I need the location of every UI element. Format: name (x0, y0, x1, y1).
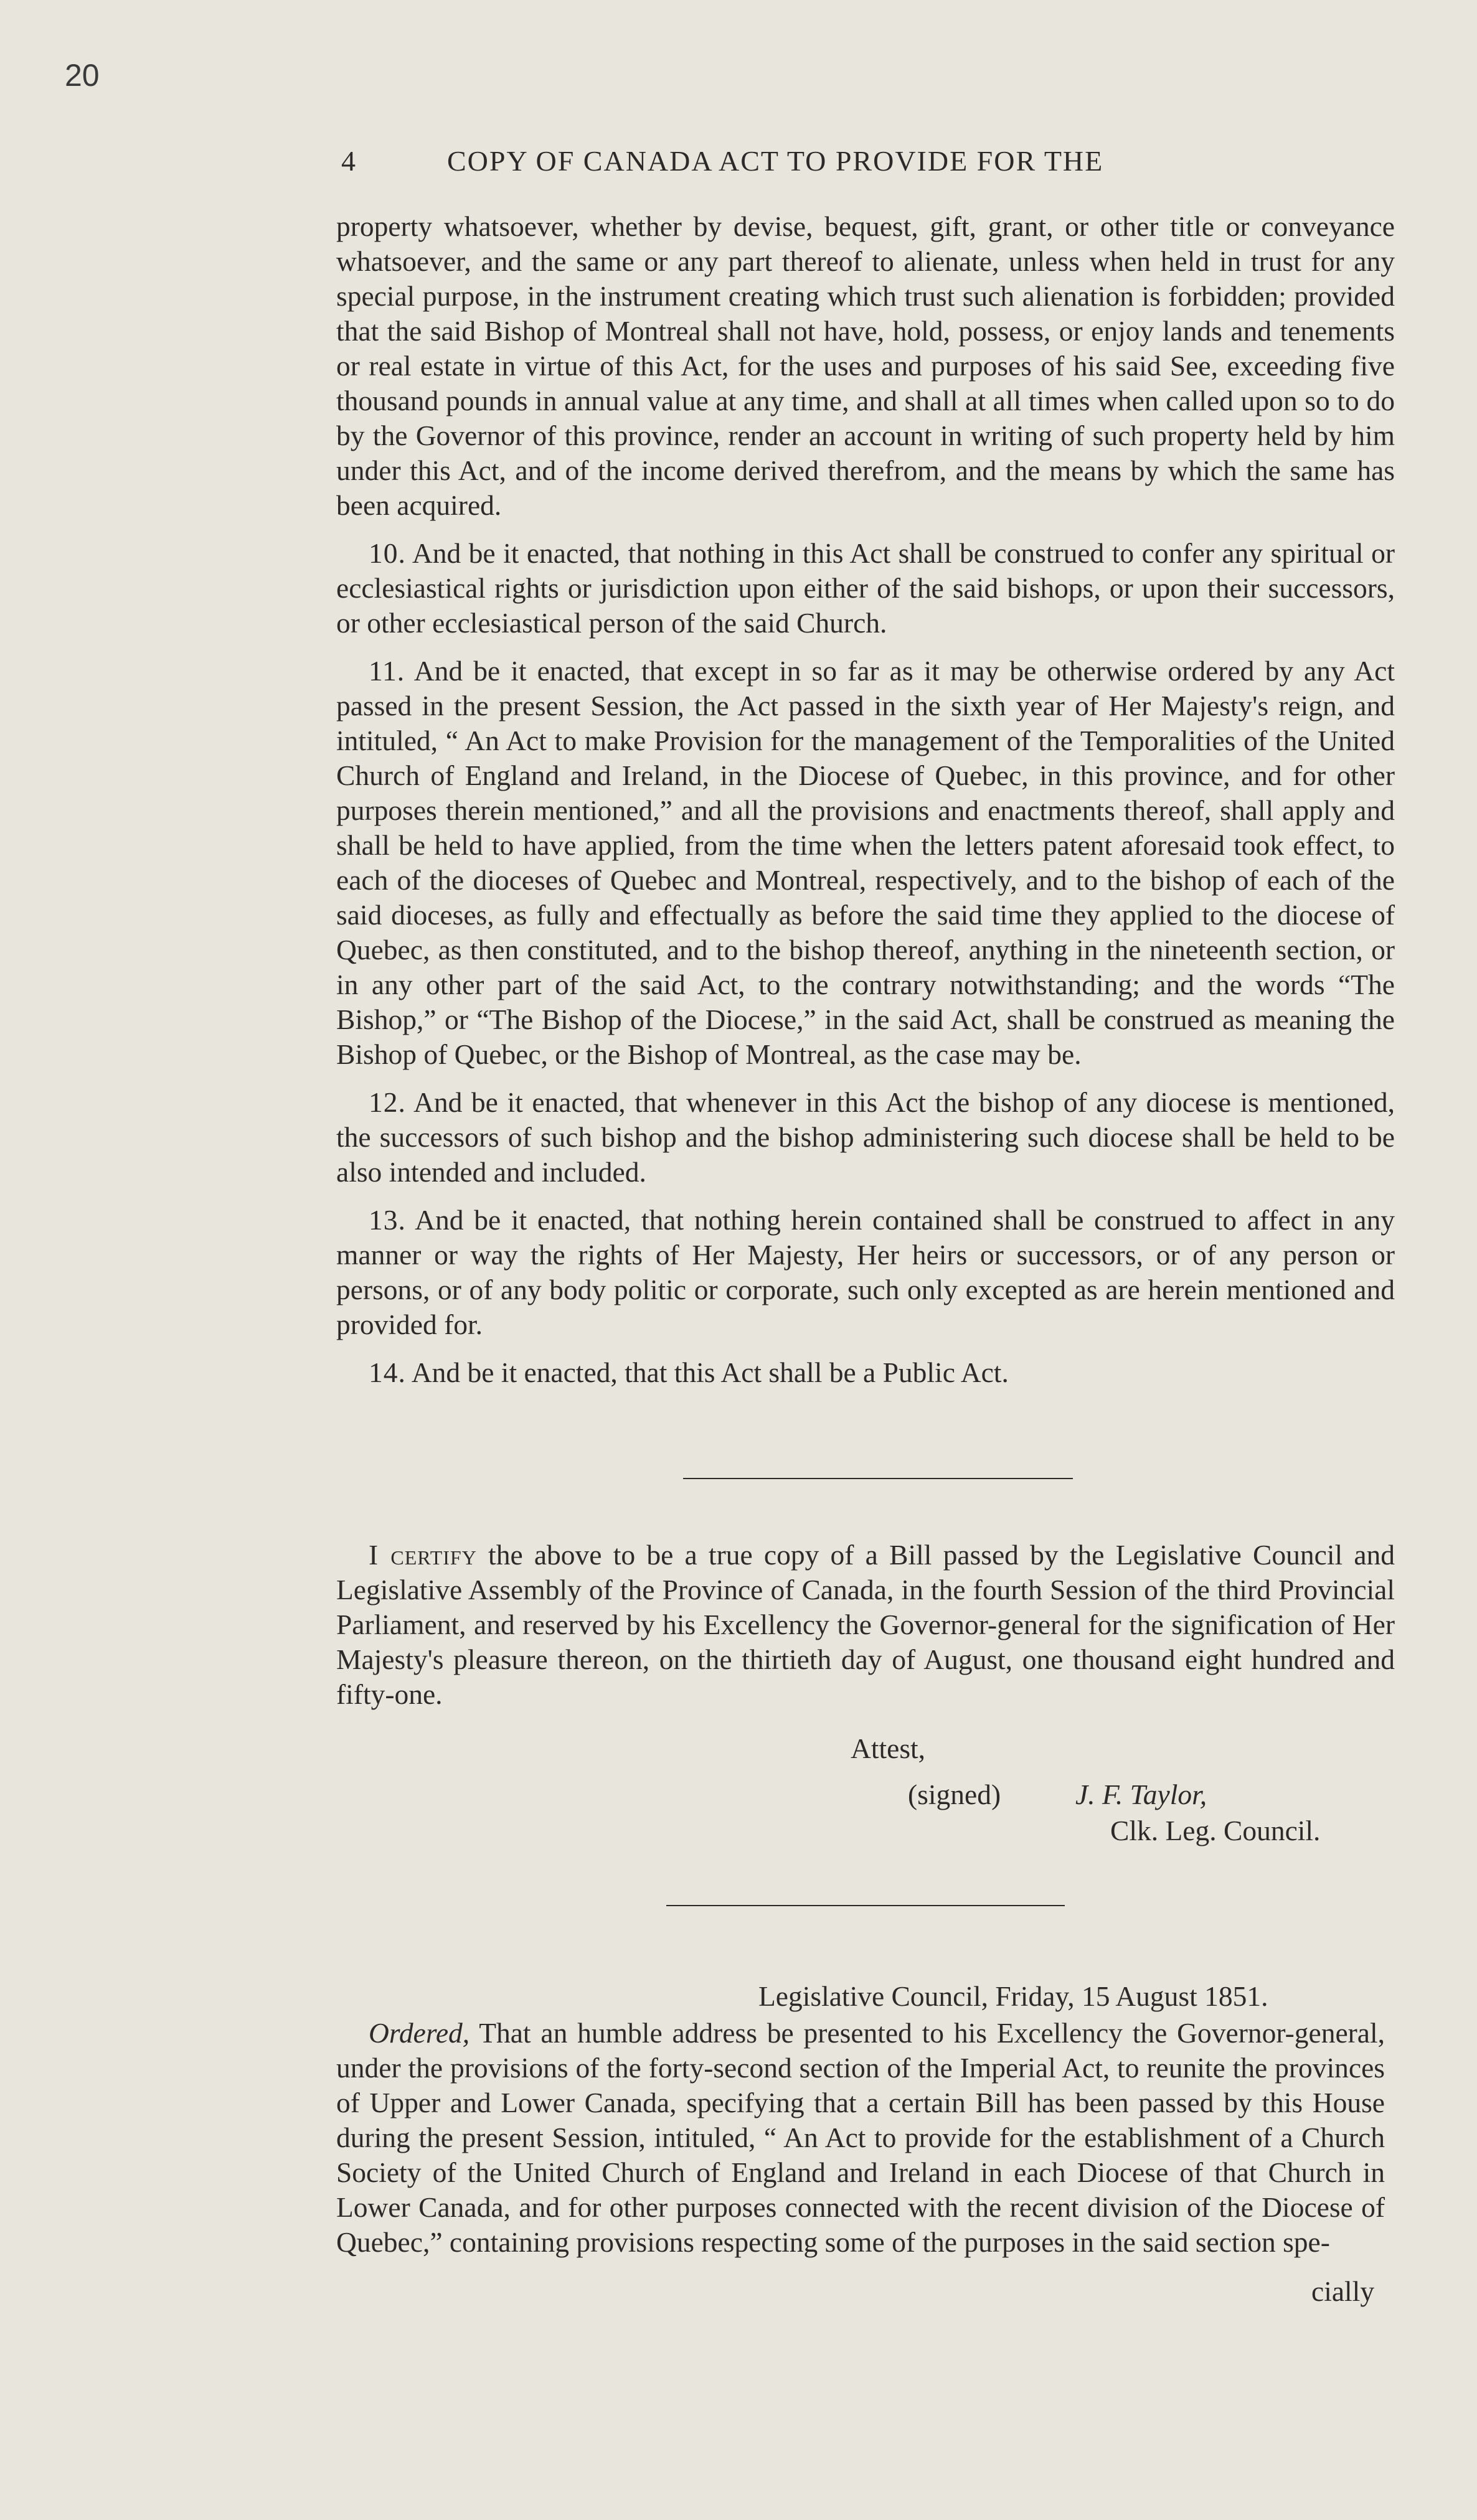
section-13 (336, 1203, 1395, 1342)
section-14 (336, 1355, 1395, 1390)
section-text: And be it enacted, that except in so far as it may be otherwise ordered by any Act passed in the present Session, the Act passed in the sixth year of Her Majesty's reign, and intituled, “ An Act to make Provision for the management of the Temporalities of the United Church of England and Ireland, in the Diocese of Quebec, in this province, and for other purposes therein mentioned,” and all the provisions and enactments thereof, shall apply and shall be held to have applied, from the time when the letters patent aforesaid took effect, to each of the dioceses of Quebec and Montreal, respectively, and to the bishop of each of the said dioceses, as fully and effectually as before the said time they applied to the diocese of Quebec, as then constituted, and to the bishop thereof, anything in the nineteenth section, or in any other part of the said Act, to the contrary notwithstanding; and the words “The Bishop,” or “The Bishop of the Diocese,” in the said Act, shall be construed as meaning the Bishop of Quebec, or the Bishop of Montreal, as the case may be. (336, 655, 1395, 1070)
paragraph-continuation (336, 209, 1395, 523)
attest-label: Attest, (851, 1732, 926, 1764)
section-12 (336, 1085, 1395, 1190)
section-number: 11. (369, 655, 405, 687)
section-text: And be it enacted, that nothing in this Act shall be construed to confer any spiritual or ecclesiastical rights or jurisdiction upon either of the said bishops, or upon their successors, or other ecclesiastical person of the said Church. (336, 537, 1395, 639)
certificate-paragraph (336, 1538, 1395, 1712)
divider-rule (683, 1478, 1073, 1479)
section-number: 12. (369, 1086, 406, 1118)
order-lead: Ordered, (369, 2017, 470, 2049)
section-text: And be it enacted, that whenever in this Act the bishop of any diocese is mentioned, the successors of such bishop and the bishop administering such diocese shall be held to be also intended and included. (336, 1086, 1395, 1188)
order-dateline: Legislative Council, Friday, 15 August 1851. (758, 1980, 1268, 2012)
order-text: That an humble address be presented to his Excellency the Governor-general, under the provisions of the forty-second section of the Imperial Act, to reunite the provinces of Upper and Lower Canada, specifying that a certain Bill has been passed by this House during the present Session, intituled, “ An Act to provide for the establishment of a Church Society of the United Church of England and Ireland in each Diocese of that Church in Lower Canada, and for other purposes connected with the recent division of the Diocese of Quebec,” containing provisions respecting some of the purposes in the said section spe- (336, 2017, 1385, 2258)
certificate-lead: I certify (369, 1539, 477, 1571)
section-10 (336, 536, 1395, 641)
signer-name: J. F. Taylor, (1075, 1779, 1207, 1810)
section-number: 14. (369, 1356, 406, 1388)
section-text: And be it enacted, that nothing herein contained shall be construed to affect in any manner or way the rights of Her Majesty, Her heirs or successors, or of any person or persons, or of any body politic or corporate, such only excepted as are herein mentioned and provided for. (336, 1204, 1395, 1340)
order-paragraph (336, 2016, 1385, 2260)
section-text: And be it enacted, that this Act shall be a Public Act. (411, 1356, 1009, 1388)
certificate-text: the above to be a true copy of a Bill passed by the Legislative Council and Legislative Assembly of the Province of Canada, in the fourth Session of the third Provincial Parliament, and reserved by his Excellency the Governor-general for the signification of Her Majesty's pleasure thereon, on the thirtieth day of August, one thousand eight hundred and fifty-one. (336, 1539, 1395, 1710)
running-head-title: COPY OF CANADA ACT TO PROVIDE FOR THE (447, 145, 1104, 177)
act-body (336, 209, 1395, 1403)
running-head-page-number: 4 (341, 145, 357, 177)
section-11 (336, 654, 1395, 1072)
section-number: 13. (369, 1204, 406, 1236)
catchword: cially (1311, 2275, 1375, 2307)
paragraph-text: property whatsoever, whether by devise, bequest, gift, grant, or other title or conveyance whatsoever, and the same or any part thereof to alienate, unless when held in trust for any special purpose, in the instrument creating which trust such alienation is forbidden; provided that the said Bishop of Montreal shall not have, hold, possess, or enjoy lands and tenements or real estate in virtue of this Act, for the uses and purposes of his said See, exceeding five thousand pounds in annual value at any time, and shall at all times when called upon so to do by the Governor of this province, render an account in writing of such property held by him under this Act, and of the income derived therefrom, and the means by which the same has been acquired. (336, 210, 1395, 521)
divider-rule (666, 1905, 1065, 1906)
signed-label: (signed) (908, 1779, 1001, 1810)
section-number: 10. (369, 537, 406, 569)
signer-title: Clk. Leg. Council. (1110, 1815, 1321, 1846)
running-head (341, 144, 1275, 177)
archive-page-number: 20 (65, 58, 100, 93)
